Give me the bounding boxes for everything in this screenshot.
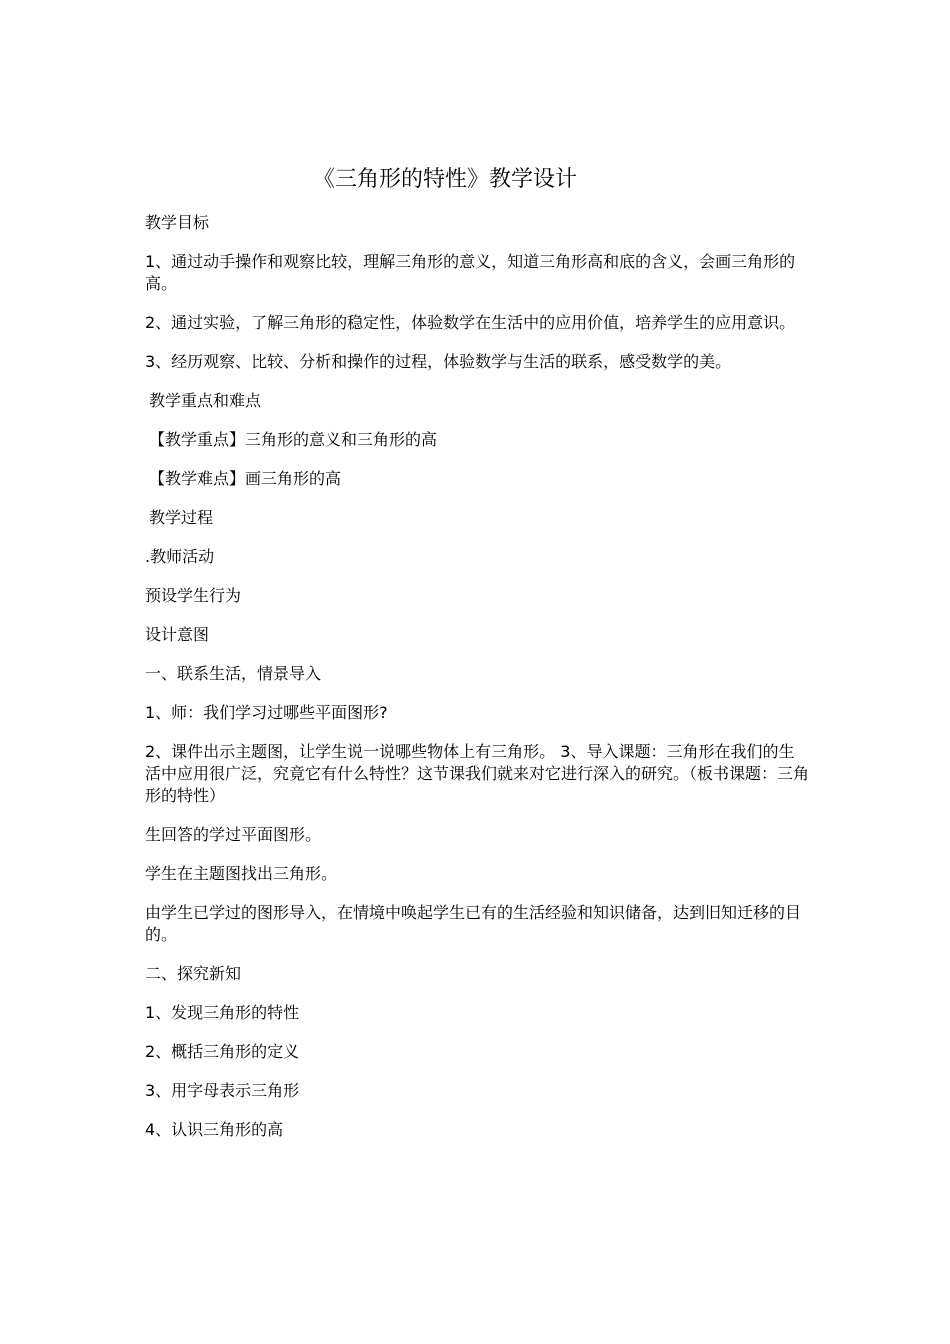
step-1: 1、师：我们学习过哪些平面图形?	[145, 703, 388, 722]
goal-item-1: 1、通过动手操作和观察比较，理解三角形的意义，知道三角形高和底的含义，会画三角形的高。	[145, 252, 796, 293]
document-body	[145, 212, 810, 1158]
design-intent-text: 由学生已学过的图形导入，在情境中唤起学生已有的生活经验和知识储备，达到旧知迁移的目的。	[145, 903, 802, 944]
heading-key-points: 教学重点和难点	[149, 391, 262, 410]
heading-teaching-goals: 教学目标	[145, 213, 210, 232]
column-teacher-activity: .教师活动	[145, 547, 215, 566]
explore-item-3: 3、用字母表示三角形	[145, 1081, 300, 1100]
column-student-behavior: 预设学生行为	[145, 586, 242, 605]
explore-item-4: 4、认识三角形的高	[145, 1120, 284, 1139]
goal-item-3: 3、经历观察、比较、分析和操作的过程，体验数学与生活的联系，感受数学的美。	[145, 352, 732, 371]
section-heading-2: 二、探究新知	[145, 964, 242, 983]
explore-item-2: 2、概括三角形的定义	[145, 1042, 300, 1061]
section-heading-1: 一、联系生活，情景导入	[145, 664, 322, 683]
column-design-intent: 设计意图	[145, 625, 210, 644]
goal-item-2: 2、通过实验，了解三角形的稳定性，体验数学在生活中的应用价值，培养学生的应用意识。	[145, 313, 796, 332]
student-response-2: 学生在主题图找出三角形。	[145, 864, 338, 883]
student-response-1: 生回答的学过平面图形。	[145, 825, 322, 844]
document-title: 《三角形的特性》教学设计	[312, 167, 577, 192]
explore-item-1: 1、发现三角形的特性	[145, 1003, 300, 1022]
heading-teaching-process: 教学过程	[149, 508, 214, 527]
step-2-3: 2、课件出示主题图，让学生说一说哪些物体上有三角形。 3、导入课题：三角形在我们的生活中应用很广泛，究竟它有什么特性？这节课我们就来对它进行深入的研究。（板书课题：三角形的特性）	[145, 742, 810, 805]
difficult-point: 【教学难点】画三角形的高	[149, 469, 342, 488]
key-point: 【教学重点】三角形的意义和三角形的高	[149, 430, 438, 449]
